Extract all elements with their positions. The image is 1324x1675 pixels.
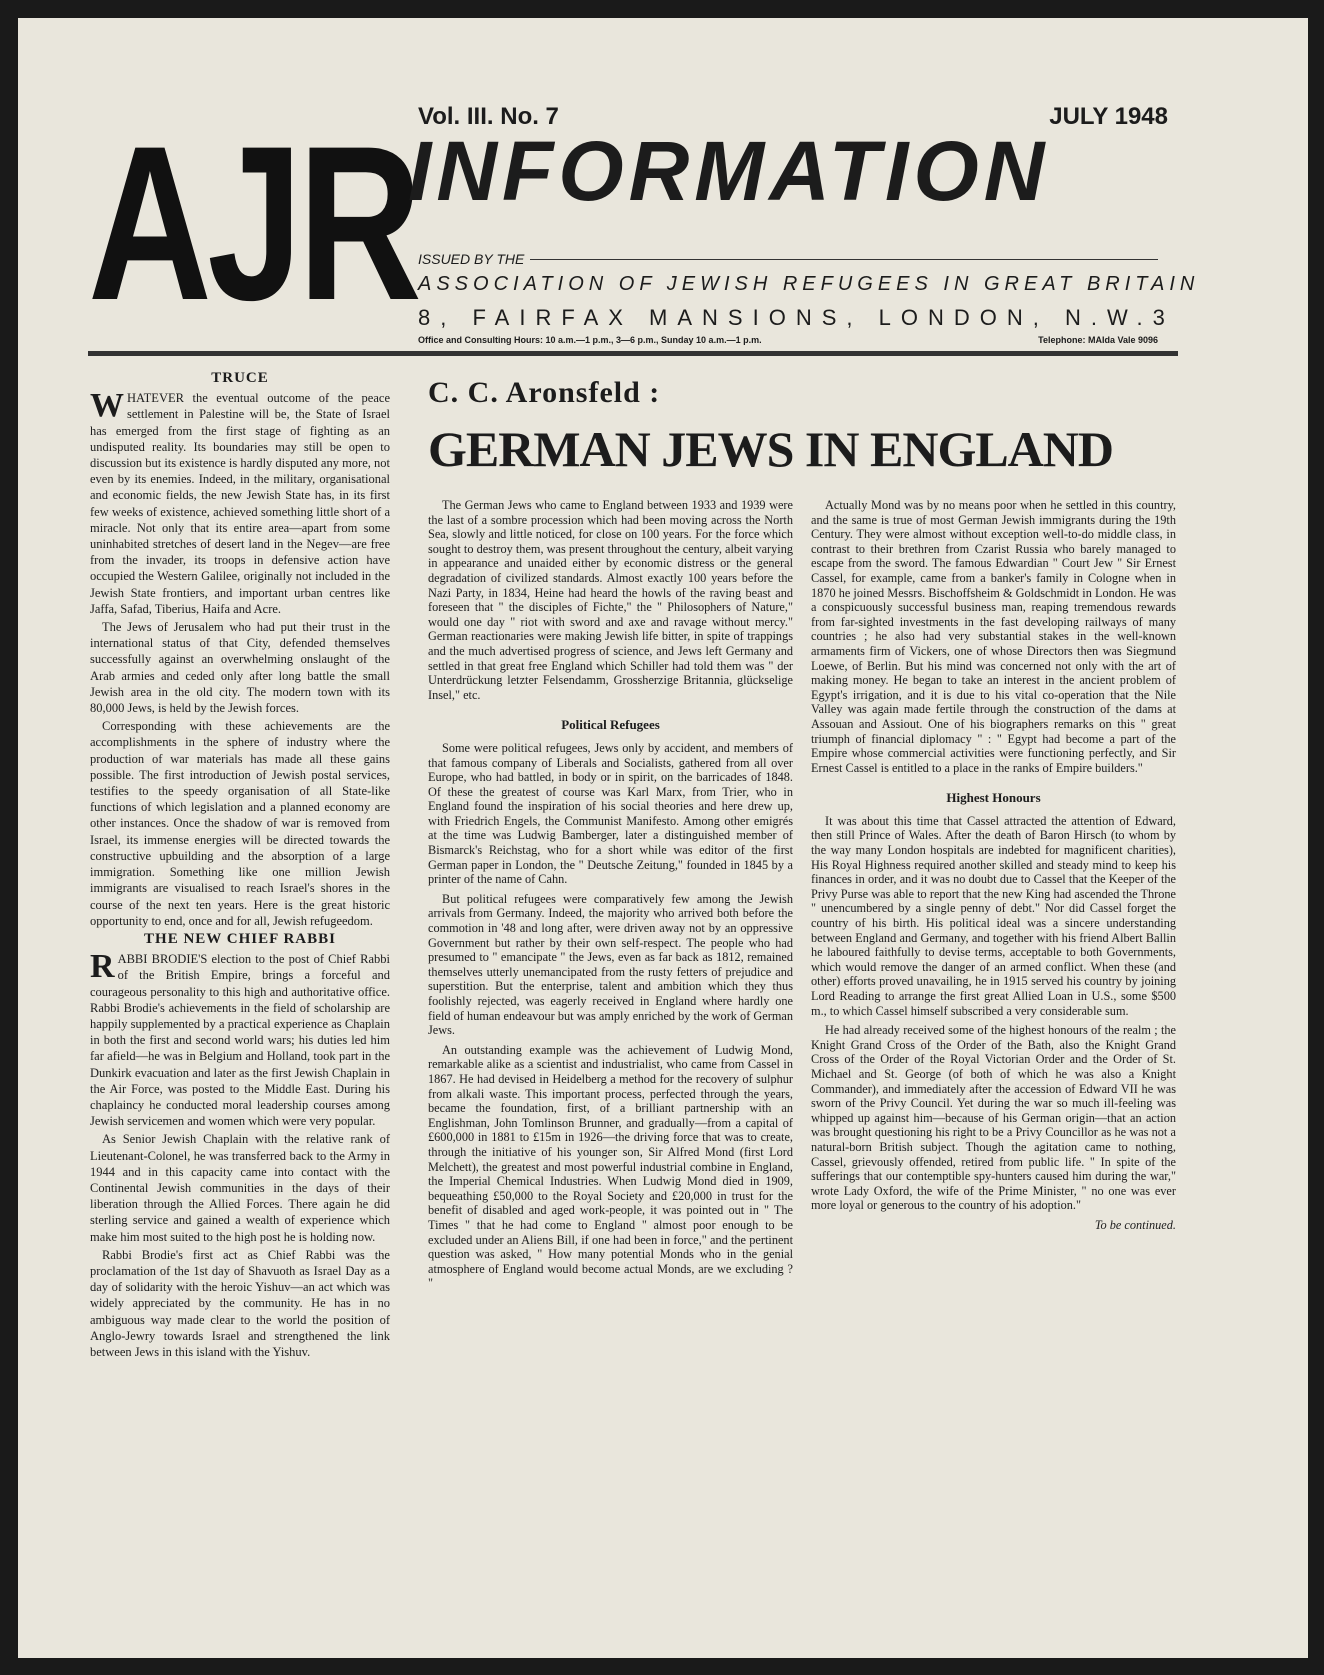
article-paragraph: The German Jews who came to England between 1933 and 1939 were the last of a sombre procession which had been moving across the North Sea, slowly and little noticed, for close on 100 years. For the force which sought to destroy them, was present throughout the century, albeit varying in appearance and unaided either by economic distress or the general degradation of civilized standards. Almost exactly 100 years before the Nazi Party, in 1834, Heine had heard the howls of the raving beast and foreseen that " the disciples of Fichte," the " Philosophers of Nature," would one day " riot with sword and axe and ravage without mercy." German reactionaries were making Jewish life bitter, in spite of trappings and the much advertised progress of science, and Jews left Germany and settled in that great free England which Schiller had told them was " der Unterdrückung letzter Felsendamm, Grossherzige Britannia, glückselige Insel," etc. [428, 498, 793, 702]
masthead-rule [88, 351, 1178, 356]
newspaper-page [18, 18, 1308, 1658]
issued-by-line [418, 251, 1158, 267]
masthead [88, 100, 1200, 346]
truce-paragraph: Corresponding with these achievements are the accomplishments in the sphere of industry where the production of war materials has made all these gains possible. The first introduction of Jewish postal services, testifies to the speedy organisation of all State-like functions of which legislation and a planned economy are other instances. Once the shadow of war is removed from Israel, its immense energies will be directed towards the constructive upbuilding and the absorption of a large immigration. Something like one million Jewish immigrants are visualised to reach Israel's shores in the course of the next ten years. Here is the great historic opportunity to end, once and for all, Jewish refugeedom. [90, 719, 390, 928]
telephone: Telephone: MAIda Vale 9096 [1038, 335, 1158, 345]
association-name: ASSOCIATION OF JEWISH REFUGEES IN GREAT BRITAIN [418, 273, 1200, 295]
volume-number: Vol. III. No. 7 [418, 103, 559, 130]
truce-text: HATEVER the eventual outcome of the peace settlement in Palestine will be, the State of Israel has emerged from the first stage of fighting as an undisputed reality. Its boundaries may still be open to discussion but its existence is hardly disputed any more, not even by its enemies. Indeed, in the military, organisational and economic fields, the new Jewish State has, in its first few weeks of existence, achieved something little short of a miracle. Not only that its entire area—apart from some uninhabited stretches of desert land in the Negev—are free from the invader, its troops in defensive action have occupied the Western Galilee, originally not included in the Jewish State frontiers, and important urban centres like Jaffa, Safad, Tiberius, Haifa and Acre. [90, 391, 390, 616]
article-paragraph: But political refugees were comparatively few among the Jewish arrivals from Germany. Indeed, the majority who arrived both before the commotion in '48 and long after, were driven away not by an oppressive Government but rather by their own self-respect. The people who had presumed to " emancipate " the Jews, even as far back as 1812, remained themselves utterly unemancipated from the rusty fetters of prejudice and superstition. But the enterprise, talent and ambition which they thus foolishly rejected, was eagerly received in England where hardly one field of human endeavour but was amply enriched by the work of German Jews. [428, 891, 793, 1038]
truce-heading: TRUCE [211, 370, 269, 386]
truce-paragraph [90, 387, 390, 617]
to-be-continued: To be continued. [1094, 1217, 1176, 1232]
rabbi-text: ABBI BRODIE'S election to the post of Chief Rabbi of the British Empire, brings a forceful and courageous personality to this high and authoritative office. Rabbi Brodie's achievements in the field of scholarship are happily supplemented by a practical experience as Chaplain in both the first and second world wars; his duties led him far afield—he was in Belgium and Holland, took part in the Dunkirk evacuation and later as the first Jewish Chaplain in the Air Force, was posted to the Middle East. During his chaplaincy he conducted moral leadership courses among Jewish servicemen and women which were very popular. [90, 952, 390, 1129]
article-author: C. C. Aronsfeld : [428, 376, 661, 409]
subheading-highest-honours: Highest Honours [946, 790, 1041, 806]
ajr-logo: AJR [88, 100, 418, 346]
left-column [90, 368, 390, 1362]
issued-by-label: ISSUED BY THE [418, 251, 525, 267]
article-paragraph: It was about this time that Cassel attracted the attention of Edward, then still Prince of Wales. After the death of Baron Hirsch (to whom by the way many London hospitals are indebted for magnificent charities), His Royal Highness required another skilled and steady mind to keep his finances in order, and it was no doubt due to Cassel that the Keeper of the Privy Purse was able to report that the new King had ascended the Throne " unencumbered by a single penny of debt." Nor did Cassel forget the country of his birth. His political ideal was a sincere understanding between England and Germany, and together with his friend Albert Ballin he laboured faithfully to devise terms, acceptable to both Governments, which would remove the danger of an armed conflict. When these (and other) efforts proved unavailing, he in 1915 served his country by joining Lord Reading to arrange the first great Allied Loan in U.S., some $500 m., to which Cassel himself subscribed a very considerable sum. [811, 813, 1176, 1018]
office-hours: Office and Consulting Hours: 10 a.m.—1 p.m., 3—6 p.m., Sunday 10 a.m.—1 p.m. [418, 335, 762, 345]
article-paragraph: An outstanding example was the achievement of Ludwig Mond, remarkable alike as a scientist and industrialist, who came from Cassel in 1867. He had devised in Heidelberg a method for the recovery of sulphur from alkali waste. This important process, perfected through the years, became the foundation, first, of a brilliant partnership with an Englishman, John Tomlinson Brunner, and gradually—from a capital of £600,000 in 1881 to £15m in 1926—the driving force that was to create, through the initiative of his younger son, Sir Alfred Mond (first Lord Melchett), the greatest and most powerful industrial combine in England, the Imperial Chemical Industries. When Ludwig Mond died in 1909, bequeathing £50,000 to the Royal Society and £20,000 in trust for the benefit of disabled and aged work-people, it was pointed out in " The Times " that he had come to England " almost poor enough to be excluded under an Aliens Bill, if one had been in force," and the pertinent question was asked, " How many potential Monds who in the genial atmosphere of England would become actual Monds, are we excluding ? " [428, 1042, 793, 1291]
right-column [811, 498, 1176, 1233]
truce-paragraph: The Jews of Jerusalem who had put their trust in the international status of that City, defended themselves successfully against an overwhelming onslaught of the Arab armies and ceded only after long battle the small Jewish area in the old city. The modern town with its 80,000 Jews, is held by the Jewish forces. [90, 620, 390, 716]
rabbi-dropcap: R [90, 948, 115, 986]
publication-title: INFORMATION [408, 124, 1050, 218]
middle-column [428, 498, 793, 1296]
truce-dropcap: W [90, 387, 124, 425]
article-paragraph: Actually Mond was by no means poor when he settled in this country, and the same is true of most German Jewish immigrants during the 19th Century. They were almost without exception well-to-do middle class, in contrast to their brethren from Czarist Russia who barely managed to escape from the sword. The famous Edwardian " Court Jew " Sir Ernest Cassel, for example, came from a banker's family in Cologne when in 1870 he joined Messrs. Bischoffsheim & Goldschmidt in London. He was a conspicuously successful business man, reaping tremendous rewards from far-sighted investments in the fast developing railways of many countries ; he also had very substantial stakes in the well-known armaments firm of Vickers, one of whose Directors then was Siegmund Loewe, of Berlin. But his mind was concerned not only with the art of making money. He began to take an interest in the ancient problem of Egypt's irrigation, and it is due to his vital co-operation that the Nile Valley was again made fertile through the construction of the dams at Assouan and Assiout. One of his biographers remarks on this " great triumph of financial diplomacy " : " Egypt had become a part of the Empire whose commercial activities were functioning perfectly, and Sir Ernest Cassel is entitled to a place in the ranks of Empire builders." [811, 498, 1176, 775]
address: 8, FAIRFAX MANSIONS, LONDON, N.W.3 [418, 305, 1175, 330]
article-paragraph: He had already received some of the highest honours of the realm ; the Knight Grand Cross of the Order of the Bath, also the Knight Grand Cross of the Order of the Royal Victorian Order and the Order of St. Michael and St. George (of both of which he was also a Knight Commander), and immediately after the accession of Edward VII he was sworn of the Privy Council. Yet during the war so much ill-feeling was whipped up against him—because of his German origin—that an action was brought questioning his right to be a Privy Councillor as he was not a natural-born British subject. Though the agitation came to nothing, Cassel, grievously offended, retired from public life. " In spite of the sufferings that our contemptible spy-hunters caused him during the war," wrote Lady Oxford, the wife of the Prime Minister, " no one was ever more loyal or generous to the country of his adoption." [811, 1023, 1176, 1213]
rabbi-heading: THE NEW CHIEF RABBI [144, 930, 336, 947]
issue-date: JULY 1948 [1049, 103, 1168, 130]
article-paragraph: Some were political refugees, Jews only by accident, and members of that famous company of Liberals and Socialists, gathered from all over Europe, who had battled, in body or in spirit, on the barricades of 1848. Of these the greatest of course was Karl Marx, from Trier, who in England found the inspiration of his social theories and here drew up, with Friedrich Engels, the Communist Manifesto. Among other emigrés at the time was Ludwig Bamberger, later a distinguished member of Bismarck's Reichstag, who for a short while was editor of the first German paper in London, the " Deutsche Zeitung," founded in 1845 by a printer of the name of Cahn. [428, 740, 793, 887]
rabbi-paragraph: As Senior Jewish Chaplain with the relative rank of Lieutenant-Colonel, he was transferred back to the Army in 1944 and in this capacity came into contact with the Continental Jewish communities in the days of their liberation through the Allied Forces. There again he did sterling service and gained a wealth of experience which make him most suited to the high post he is holding now. [90, 1132, 390, 1244]
article-headline: GERMAN JEWS IN ENGLAND [428, 421, 1114, 477]
rabbi-paragraph [90, 948, 390, 1129]
subheading-political-refugees: Political Refugees [561, 717, 660, 733]
issued-by-rule [530, 259, 1158, 260]
hours-line [418, 335, 1158, 345]
rabbi-paragraph: Rabbi Brodie's first act as Chief Rabbi was the proclamation of the 1st day of Shavuoth as Israel Day as a day of solidarity with the heroic Yishuv—an act which was widely appreciated by the community. He has in no ambiguous way made clear to the world the position of Anglo-Jewry towards Israel and strengthened the link between Jews in this island with the Yishuv. [90, 1247, 390, 1359]
